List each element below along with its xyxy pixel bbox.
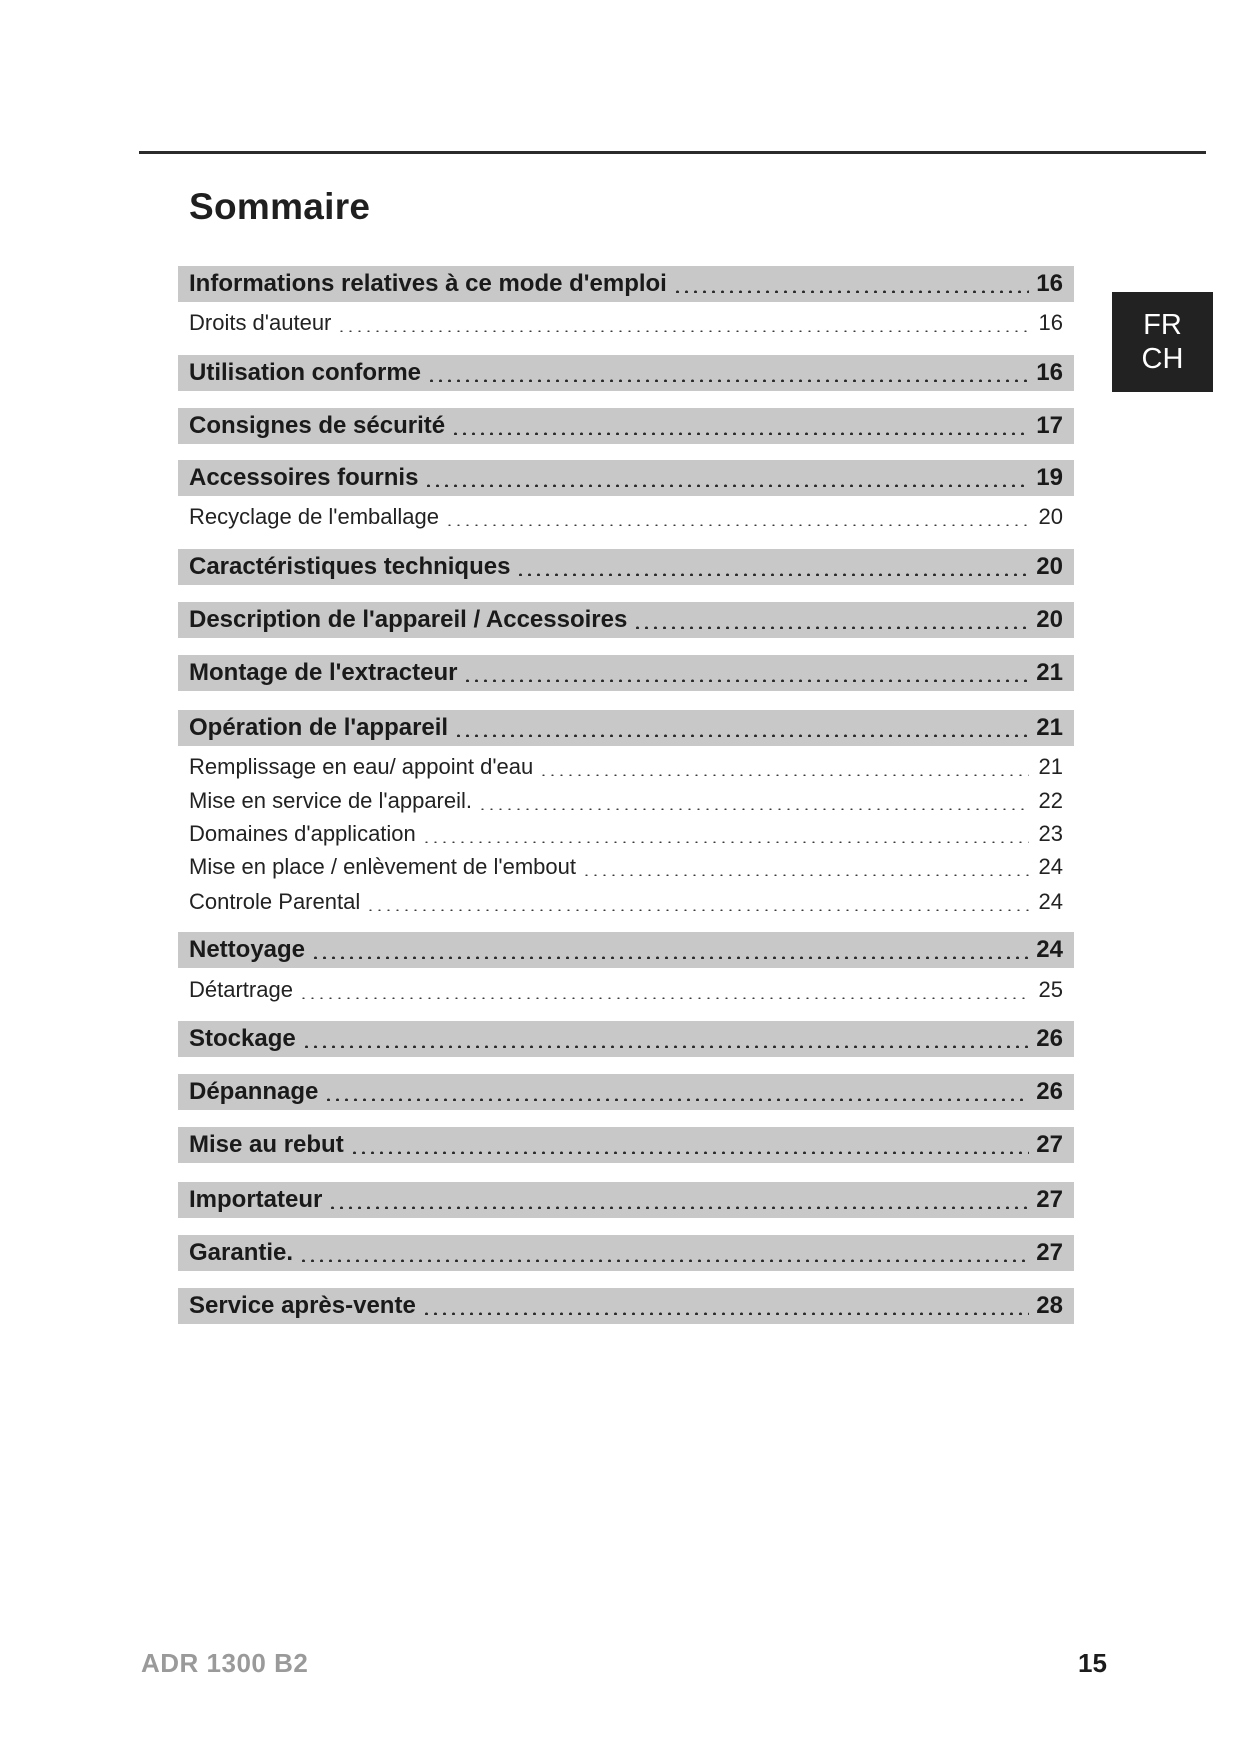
toc-entry-page: 24 — [1038, 854, 1063, 879]
toc-entry[interactable] — [178, 1127, 1074, 1163]
toc-entry[interactable] — [178, 884, 1074, 920]
toc-entry-page: 20 — [1036, 606, 1063, 633]
toc-entry-label: Domaines d'application — [189, 821, 416, 846]
language-code-ch: CH — [1141, 343, 1184, 375]
toc-entry-page: 26 — [1036, 1078, 1063, 1105]
toc-entry-label: Garantie. — [189, 1239, 294, 1266]
toc-entry-page: 16 — [1038, 310, 1063, 335]
toc-entry[interactable] — [178, 305, 1074, 341]
toc-entry-label: Controle Parental — [189, 889, 361, 914]
toc-entry-page: 24 — [1036, 936, 1063, 963]
toc-entry[interactable] — [178, 1235, 1074, 1271]
toc-entry[interactable] — [178, 602, 1074, 638]
toc-entry-page: 16 — [1036, 359, 1063, 386]
dot-leader — [539, 774, 1029, 776]
toc-entry-page: 21 — [1036, 659, 1063, 686]
toc-entry[interactable] — [178, 972, 1074, 1008]
toc-entry-label: Recyclage de l'emballage — [189, 504, 440, 529]
dot-leader — [350, 1151, 1029, 1154]
toc-entry-page: 27 — [1036, 1186, 1063, 1213]
page-title: Sommaire — [189, 186, 371, 227]
dot-leader — [427, 379, 1029, 382]
toc-entry-page: 20 — [1038, 504, 1063, 529]
toc-entry-page: 22 — [1038, 788, 1063, 813]
dot-leader — [422, 841, 1029, 843]
toc-entry[interactable] — [178, 499, 1074, 535]
toc-entry[interactable] — [178, 266, 1074, 302]
toc-entry[interactable] — [178, 783, 1074, 819]
dot-leader — [299, 997, 1029, 999]
toc-entry[interactable] — [178, 816, 1074, 852]
toc-entry[interactable] — [178, 355, 1074, 391]
dot-leader — [673, 290, 1029, 293]
language-tab — [1112, 292, 1213, 392]
toc-entry[interactable] — [178, 749, 1074, 785]
toc-entry-label: Accessoires fournis — [189, 464, 419, 491]
toc-entry-page: 23 — [1038, 821, 1063, 846]
toc-entry-label: Mise en service de l'appareil. — [189, 788, 473, 813]
toc-entry-label: Détartrage — [189, 977, 293, 1002]
dot-leader — [422, 1312, 1029, 1315]
toc-entry[interactable] — [178, 1288, 1074, 1324]
language-code-fr: FR — [1143, 309, 1182, 341]
dot-leader — [302, 1045, 1029, 1048]
dot-leader — [582, 874, 1029, 876]
toc-entry[interactable] — [178, 1182, 1074, 1218]
dot-leader — [299, 1259, 1029, 1262]
dot-leader — [324, 1098, 1029, 1101]
toc-entry-label: Nettoyage — [189, 936, 306, 963]
toc-entry-page: 20 — [1036, 553, 1063, 580]
toc-entry[interactable] — [178, 1074, 1074, 1110]
toc-entry-label: Consignes de sécurité — [189, 412, 446, 439]
toc-entry-page: 27 — [1036, 1131, 1063, 1158]
toc-entry-label: Mise en place / enlèvement de l'embout — [189, 854, 576, 879]
toc-entry[interactable] — [178, 932, 1074, 968]
toc-entry-page: 21 — [1038, 754, 1063, 779]
toc-entry-page: 25 — [1038, 977, 1063, 1002]
toc-entry[interactable] — [178, 655, 1074, 691]
toc-entry-page: 26 — [1036, 1025, 1063, 1052]
toc-entry-page: 24 — [1038, 889, 1063, 914]
dot-leader — [445, 524, 1029, 526]
toc-entry-label: Description de l'appareil / Accessoires — [189, 606, 628, 633]
dot-leader — [328, 1206, 1029, 1209]
toc-entry-label: Importateur — [189, 1186, 323, 1213]
footer-model-number: ADR 1300 B2 — [141, 1648, 309, 1678]
toc-entry-label: Opération de l'appareil — [189, 714, 449, 741]
toc-entry-label: Utilisation conforme — [189, 359, 422, 386]
toc-entry[interactable] — [178, 710, 1074, 746]
toc-entry[interactable] — [178, 408, 1074, 444]
toc-entry-label: Remplissage en eau/ appoint d'eau — [189, 754, 534, 779]
toc-entry-page: 19 — [1036, 464, 1063, 491]
dot-leader — [478, 808, 1029, 810]
toc-entry-label: Mise au rebut — [189, 1131, 344, 1158]
toc-entry-page: 27 — [1036, 1239, 1063, 1266]
toc-entry[interactable] — [178, 549, 1074, 585]
dot-leader — [311, 956, 1029, 959]
toc-entry-label: Caractéristiques techniques — [189, 553, 511, 580]
dot-leader — [424, 484, 1029, 487]
dot-leader — [633, 626, 1029, 629]
dot-leader — [463, 679, 1029, 682]
toc-entry[interactable] — [178, 460, 1074, 496]
dot-leader — [337, 330, 1029, 332]
toc-entry-label: Stockage — [189, 1025, 296, 1052]
dot-leader — [451, 432, 1029, 435]
dot-leader — [516, 573, 1029, 576]
dot-leader — [366, 909, 1029, 911]
toc-entry-page: 17 — [1036, 412, 1063, 439]
footer-page-number: 15 — [1078, 1648, 1107, 1678]
toc-entry-label: Service après-vente — [189, 1292, 416, 1319]
toc-entry[interactable] — [178, 849, 1074, 885]
toc-entry-label: Droits d'auteur — [189, 310, 332, 335]
toc-entry-page: 28 — [1036, 1292, 1063, 1319]
toc-entry-page: 21 — [1036, 714, 1063, 741]
toc-entry-label: Montage de l'extracteur — [189, 659, 458, 686]
toc-entry-page: 16 — [1036, 270, 1063, 297]
toc-entry[interactable] — [178, 1021, 1074, 1057]
toc-entry-label: Informations relatives à ce mode d'emploi — [189, 270, 667, 297]
toc-entry-label: Dépannage — [189, 1078, 319, 1105]
dot-leader — [454, 734, 1029, 737]
table-of-contents — [178, 0, 1074, 1754]
